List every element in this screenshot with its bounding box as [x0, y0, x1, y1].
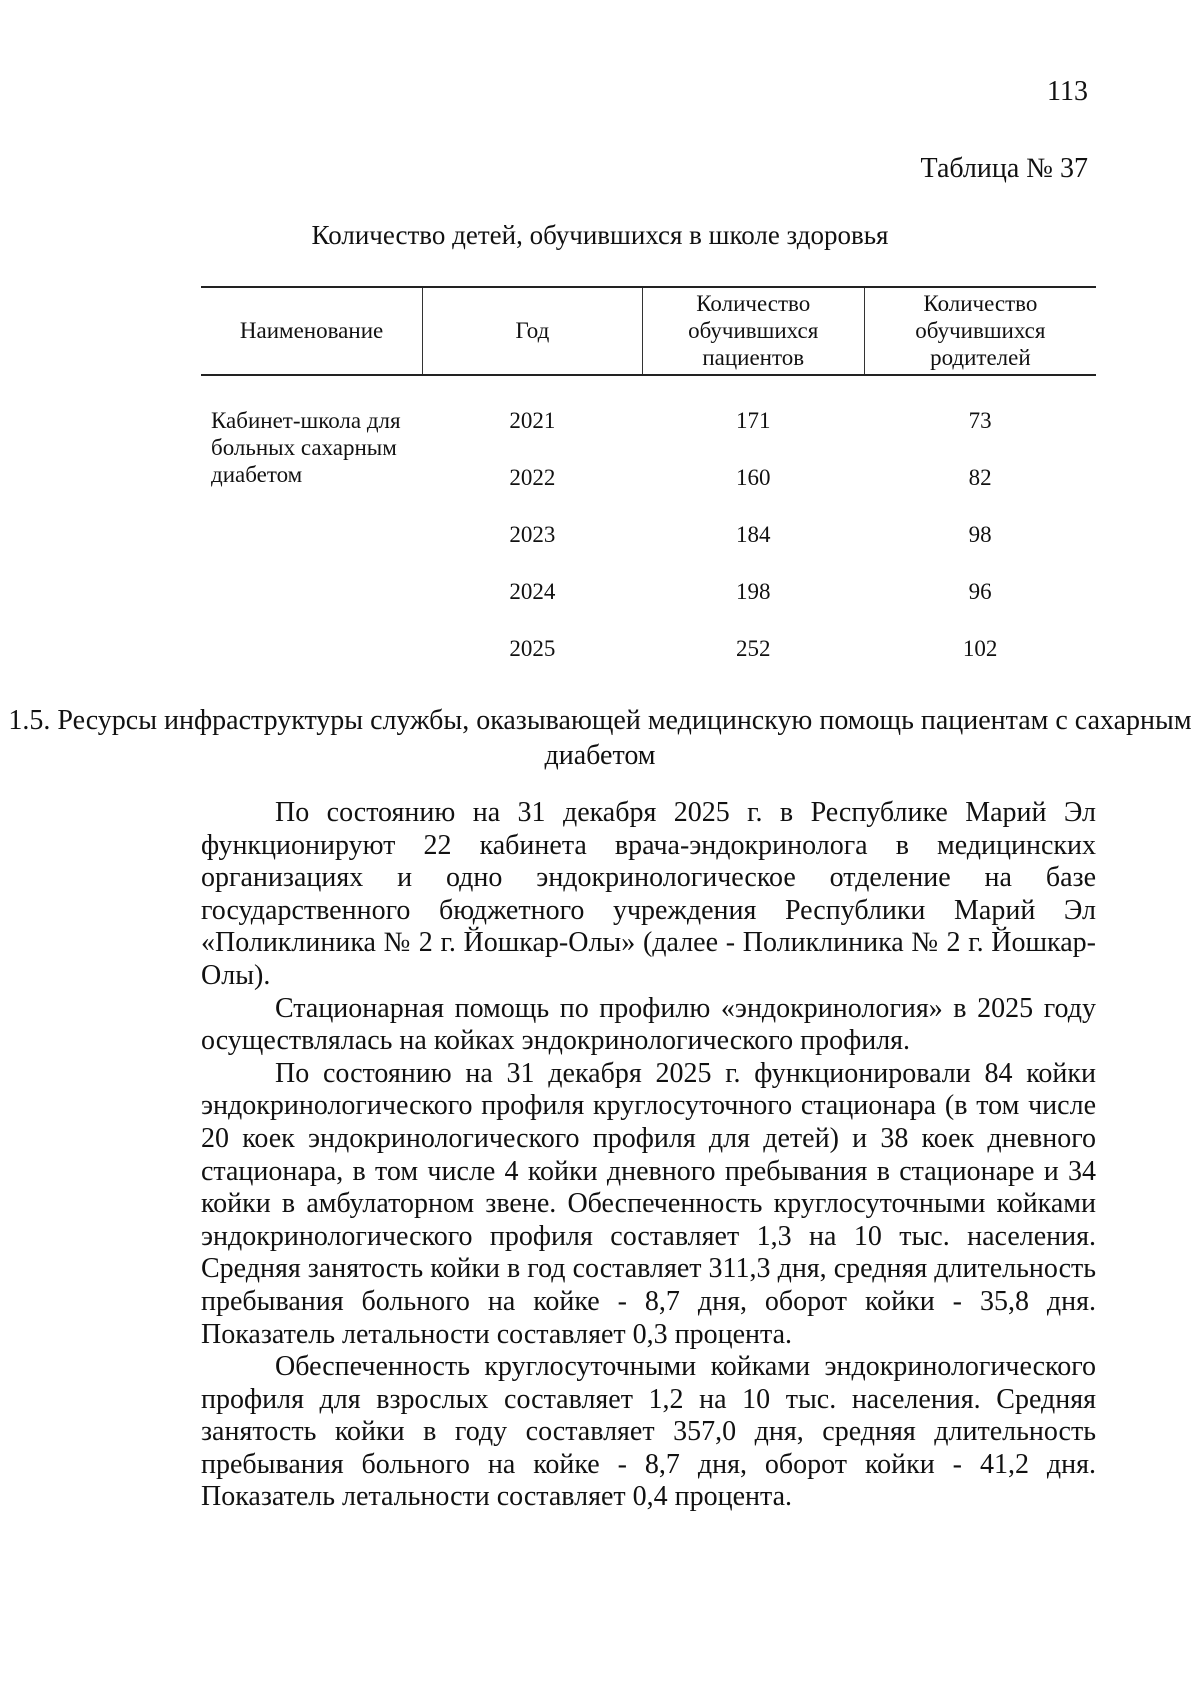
patients-cell: 171	[735, 408, 771, 433]
paragraph: Обеспеченность круглосуточными койками эндокринологического профиля для взрослых составляет 1,2 на 10 тыс. населения. Средняя занятость койки в году составляет 357,0 дня, средняя длительность пребывания больного на койке - 8,7 дня, оборот койки - 41,2 дня. Показатель летальности составляет 0,4 процента.	[201, 1351, 1096, 1513]
patients-cell: 252	[735, 636, 771, 661]
header-parents: Количество обучившихся родителей	[864, 287, 1096, 375]
year-cell: 2025	[509, 636, 556, 661]
institution-name-cell: Кабинет-школа для больных сахарным диабетом	[211, 408, 401, 487]
school-statistics-table	[201, 286, 1096, 692]
patients-cell: 198	[735, 579, 771, 604]
table-row	[201, 375, 1096, 464]
patients-cell: 184	[735, 522, 771, 547]
parents-cell: 98	[968, 522, 992, 547]
header-patients: Количество обучившихся пациентов	[642, 287, 864, 375]
year-cell: 2023	[509, 522, 556, 547]
paragraph: Стационарная помощь по профилю «эндокринология» в 2025 году осуществлялась на койках эндокринологического профиля.	[201, 992, 1096, 1057]
table-header-row	[201, 287, 1096, 375]
body-text	[201, 797, 1096, 1514]
parents-cell: 82	[968, 465, 992, 490]
year-cell: 2021	[509, 408, 556, 433]
parents-cell: 73	[968, 408, 992, 433]
paragraph: По состоянию на 31 декабря 2025 г. функционировали 84 койки эндокринологического профиля круглосуточного стационара (в том числе 20 коек эндокринологического профиля для детей) и 38 коек дневного стационара, в том числе 4 койки дневного пребывания в стационаре и 34 койки в амбулаторном звене. Обеспеченность круглосуточными койками эндокринологического профиля составляет 1,3 на 10 тыс. населения. Средняя занятость койки в год составляет 311,3 дня, средняя длительность пребывания больного на койке - 8,7 дня, оборот койки - 35,8 дня. Показатель летальности составляет 0,3 процента.	[201, 1057, 1096, 1350]
year-cell: 2022	[509, 465, 556, 490]
year-cell: 2024	[509, 579, 556, 604]
parents-cell: 102	[962, 636, 998, 661]
section-heading: 1.5. Ресурсы инфраструктуры службы, оказывающей медицинскую помощь пациентам с сахарным диабетом	[8, 705, 1192, 771]
patients-cell: 160	[735, 465, 771, 490]
table-title: Количество детей, обучившихся в школе здоровья	[311, 220, 889, 250]
paragraph: По состоянию на 31 декабря 2025 г. в Республике Марий Эл функционируют 22 кабинета врача-эндокринолога в медицинских организациях и одно эндокринологическое отделение на базе государственного бюджетного учреждения Республики Марий Эл «Поликлиника № 2 г. Йошкар-Олы» (далее - Поликлиника № 2 г. Йошкар-Олы).	[201, 797, 1096, 991]
table-caption: Таблица № 37	[920, 153, 1088, 184]
parents-cell: 96	[968, 579, 992, 604]
header-year: Год	[423, 287, 643, 375]
page-number: 113	[1047, 76, 1088, 107]
header-name: Наименование	[201, 287, 423, 375]
